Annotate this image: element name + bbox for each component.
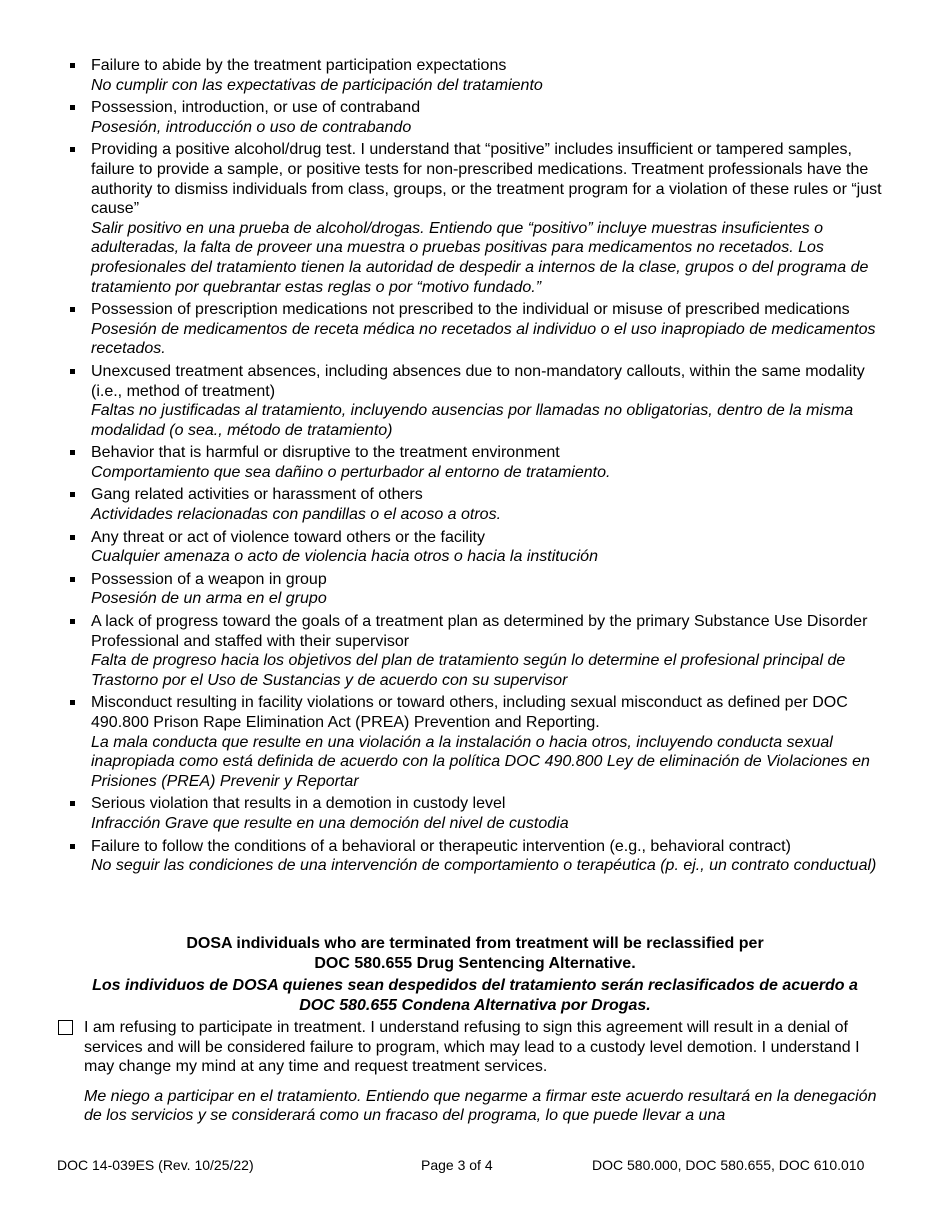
list-item [68, 362, 888, 440]
rule-english: Gang related activities or harassment of others [91, 486, 423, 504]
rule-english: A lack of progress toward the goals of a treatment plan as determined by the primary Substance Use Disorder Professional and staffed with their supervisor [91, 613, 868, 650]
refusal-spanish: Me niego a participar en el tratamiento. Entiendo que negarme a firmar este acuerdo resultará en la denegación de los servicios y se considerará como un fracaso del programa, lo que puede llevar a una [84, 1087, 877, 1125]
rule-english: Providing a positive alcohol/drug test. I understand that “positive” includes insufficient or tampered samples, failure to provide a sample, or positive tests for non-prescribed medications. Treatment professionals have the authority to dismiss individuals from class, groups, or the treatment program for a violation of these rules or “just cause” [91, 141, 882, 218]
list-item [68, 98, 888, 137]
rule-spanish: Faltas no justificadas al tratamiento, incluyendo ausencias por llamadas no obligatorias, dentro de la misma modalidad (o sea., método de tratamiento) [91, 402, 854, 439]
bullet-icon [70, 700, 75, 705]
rule-english: Any threat or act of violence toward others or the facility [91, 528, 485, 546]
rule-english: Possession of a weapon in group [91, 570, 327, 588]
list-item [68, 443, 888, 482]
rule-english: Misconduct resulting in facility violations or toward others, including sexual misconduct as defined per DOC 490.800 Prison Rape Elimination Act (PREA) Prevention and Reporting. [91, 694, 848, 731]
rule-english: Possession of prescription medications not prescribed to the individual or misuse of prescribed medications [91, 301, 850, 319]
list-item [68, 794, 888, 833]
notice-english-line-1: DOSA individuals who are terminated from treatment will be reclassified per [186, 935, 764, 952]
list-item [68, 612, 888, 690]
bullet-icon [70, 535, 75, 540]
page-number: Page 3 of 4 [421, 1157, 493, 1173]
termination-rules-list [68, 56, 888, 879]
notice-spanish-line-2: DOC 580.655 Condena Alternativa por Drogas. [299, 996, 651, 1014]
rule-spanish: Cualquier amenaza o acto de violencia hacia otros o hacia la institución [91, 548, 598, 566]
notice-english-line-2: DOC 580.655 Drug Sentencing Alternative. [314, 954, 636, 972]
rule-spanish: Actividades relacionadas con pandillas o el acoso a otros. [91, 506, 502, 524]
bullet-icon [70, 619, 75, 624]
rule-spanish: No seguir las condiciones de una intervención de comportamiento o terapéutica (p. ej., un contrato conductual) [91, 857, 877, 875]
rule-spanish: Infracción Grave que resulte en una democión del nivel de custodia [91, 814, 569, 832]
rule-english: Failure to abide by the treatment participation expectations [91, 57, 507, 74]
list-item [68, 837, 888, 876]
bullet-icon [70, 450, 75, 455]
dosa-reclassification-notice [40, 934, 910, 1015]
form-number: DOC 14-039ES (Rev. 10/25/22) [57, 1157, 254, 1173]
rule-spanish: Comportamiento que sea dañino o perturbador al entorno de tratamiento. [91, 463, 611, 481]
rule-english: Serious violation that results in a demotion in custody level [91, 795, 506, 813]
rule-english: Possession, introduction, or use of contraband [91, 99, 421, 117]
bullet-icon [70, 105, 75, 110]
rule-spanish: Posesión de medicamentos de receta médica no recetados al individuo o el uso inapropiado de medicamentos recetados. [91, 320, 876, 358]
refuse-treatment-checkbox[interactable] [58, 1020, 73, 1035]
rule-english: Failure to follow the conditions of a behavioral or therapeutic intervention (e.g., behavioral contract) [91, 837, 791, 855]
list-item [68, 56, 888, 95]
rule-spanish: La mala conducta que resulte en una violación a la instalación o hacia otros, incluyendo conducta sexual inapropiada como está definida de acuerdo con la política DOC 490.800 Ley de eliminación de Violaciones en Prisiones (PREA) Prevenir y Reportar [91, 733, 870, 790]
rule-spanish: Salir positivo en una prueba de alcohol/drogas. Entiendo que “positivo” incluye muestras insuficientes o adulteradas, la falta de proveer una muestra o pruebas positivas para medicamentos no recetados. Los profesionales del tratamiento tienen la autoridad de despedir a internos de la clase, grupos o del programa de tratamiento por quebrantar estas reglas o por “motivo fundado.” [91, 219, 869, 296]
list-item [68, 300, 888, 359]
list-item [68, 485, 888, 524]
bullet-icon [70, 147, 75, 152]
list-item [68, 140, 888, 297]
refusal-english: I am refusing to participate in treatment. I understand refusing to sign this agreement will result in a denial of services and will be considered failure to program, which may lead to a custody level demotion. I understand I may change my mind at any time and request treatment services. [84, 1019, 860, 1076]
rule-english: Behavior that is harmful or disruptive to the treatment environment [91, 444, 560, 462]
bullet-icon [70, 307, 75, 312]
list-item [68, 693, 888, 791]
rule-spanish: Falta de progreso hacia los objetivos del plan de tratamiento según lo determine el profesional principal de Trastorno por el Uso de Sustancias y de acuerdo con su supervisor [91, 652, 846, 689]
bullet-icon [70, 844, 75, 849]
bullet-icon [70, 801, 75, 806]
bullet-icon [70, 577, 75, 582]
policy-references: DOC 580.000, DOC 580.655, DOC 610.010 [592, 1157, 865, 1173]
refusal-section [58, 1018, 888, 1126]
rule-spanish: No cumplir con las expectativas de participación del tratamiento [91, 76, 543, 94]
bullet-icon [70, 63, 75, 68]
list-item [68, 528, 888, 567]
notice-spanish-line-1: Los individuos de DOSA quienes sean despedidos del tratamiento serán reclasificados de acuerdo a [92, 977, 858, 995]
rule-english: Unexcused treatment absences, including absences due to non-mandatory callouts, within the same modality (i.e., method of treatment) [91, 362, 865, 400]
list-item [68, 570, 888, 609]
rule-spanish: Posesión de un arma en el grupo [91, 590, 327, 608]
bullet-icon [70, 492, 75, 497]
rule-spanish: Posesión, introducción o uso de contrabando [91, 118, 412, 136]
bullet-icon [70, 369, 75, 374]
